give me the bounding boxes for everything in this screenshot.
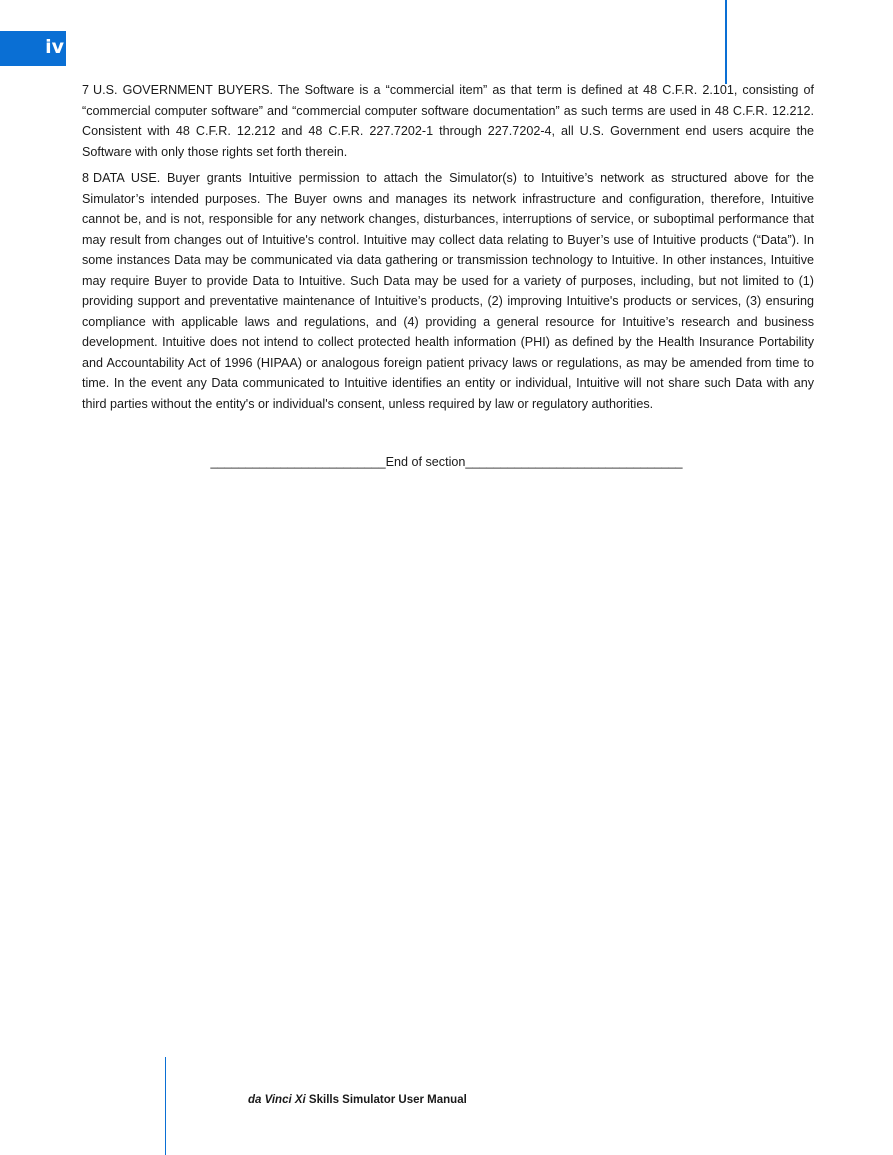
end-of-section-marker: [0, 455, 893, 469]
end-marker-label: End of section: [385, 455, 466, 469]
document-body: [82, 80, 814, 420]
section-8-paragraph: [82, 168, 814, 414]
end-marker-left-rule: _________________________: [210, 455, 386, 469]
footer-title-rest: Skills Simulator User Manual: [305, 1094, 467, 1106]
footer-manual-title: [248, 1094, 467, 1106]
section-text: DATA USE. Buyer grants Intuitive permission to attach the Simulator(s) to Intuitive’s network as structured above for the Simulator’s intended purposes. The Buyer owns and manages its network infrastructure and configuration, therefore, Intuitive cannot be, and is not, responsible for any network changes, disturbances, interruptions of service, or suboptimal performance that may result from changes out of Intuitive's control. Intuitive may collect data relating to Buyer’s use of Intuitive products (“Data”). In some instances Data may be communicated via data gathering or transmission technology to Intuitive. In other instances, Intuitive may require Buyer to provide Data to Intuitive. Such Data may be used for a variety of purposes, including, but not limited to (1) providing support and preventative maintenance of Intuitive’s products, (2) improving Intuitive's products or services, (3) ensuring compliance with applicable laws and regulations, and (4) providing a general resource for Intuitive’s research and business development. Intuitive does not intend to collect protected health information (PHI) as defined by the Health Insurance Portability and Accountability Act of 1996 (HIPAA) or analogous foreign patient privacy laws or regulations, as may be amended from time to time. In the event any Data communicated to Intuitive identifies an entity or individual, Intuitive will not share such Data with any third parties without the entity's or individual's consent, unless required by law or regulatory authorities.: [82, 171, 814, 411]
footer-product-name: da Vinci Xi: [248, 1094, 306, 1106]
end-marker-right-rule: _______________________________: [465, 455, 683, 469]
header-vertical-rule: [725, 0, 727, 84]
section-7-paragraph: [82, 80, 814, 162]
section-number: 7: [82, 83, 90, 97]
footer-vertical-rule: [165, 1057, 166, 1155]
page-number-tab: [0, 31, 66, 66]
page-number: iv: [45, 36, 64, 58]
section-text: U.S. GOVERNMENT BUYERS. The Software is a “commercial item” as that term is defined at 48 C.F.R. 2.101, consisting of “commercial computer software” and “commercial computer software documentation” as such terms are used in 48 C.F.R. 12.212. Consistent with 48 C.F.R. 12.212 and 48 C.F.R. 227.7202-1 through 227.7202-4, all U.S. Government end users acquire the Software with only those rights set forth therein.: [82, 83, 814, 159]
section-number: 8: [82, 171, 90, 185]
